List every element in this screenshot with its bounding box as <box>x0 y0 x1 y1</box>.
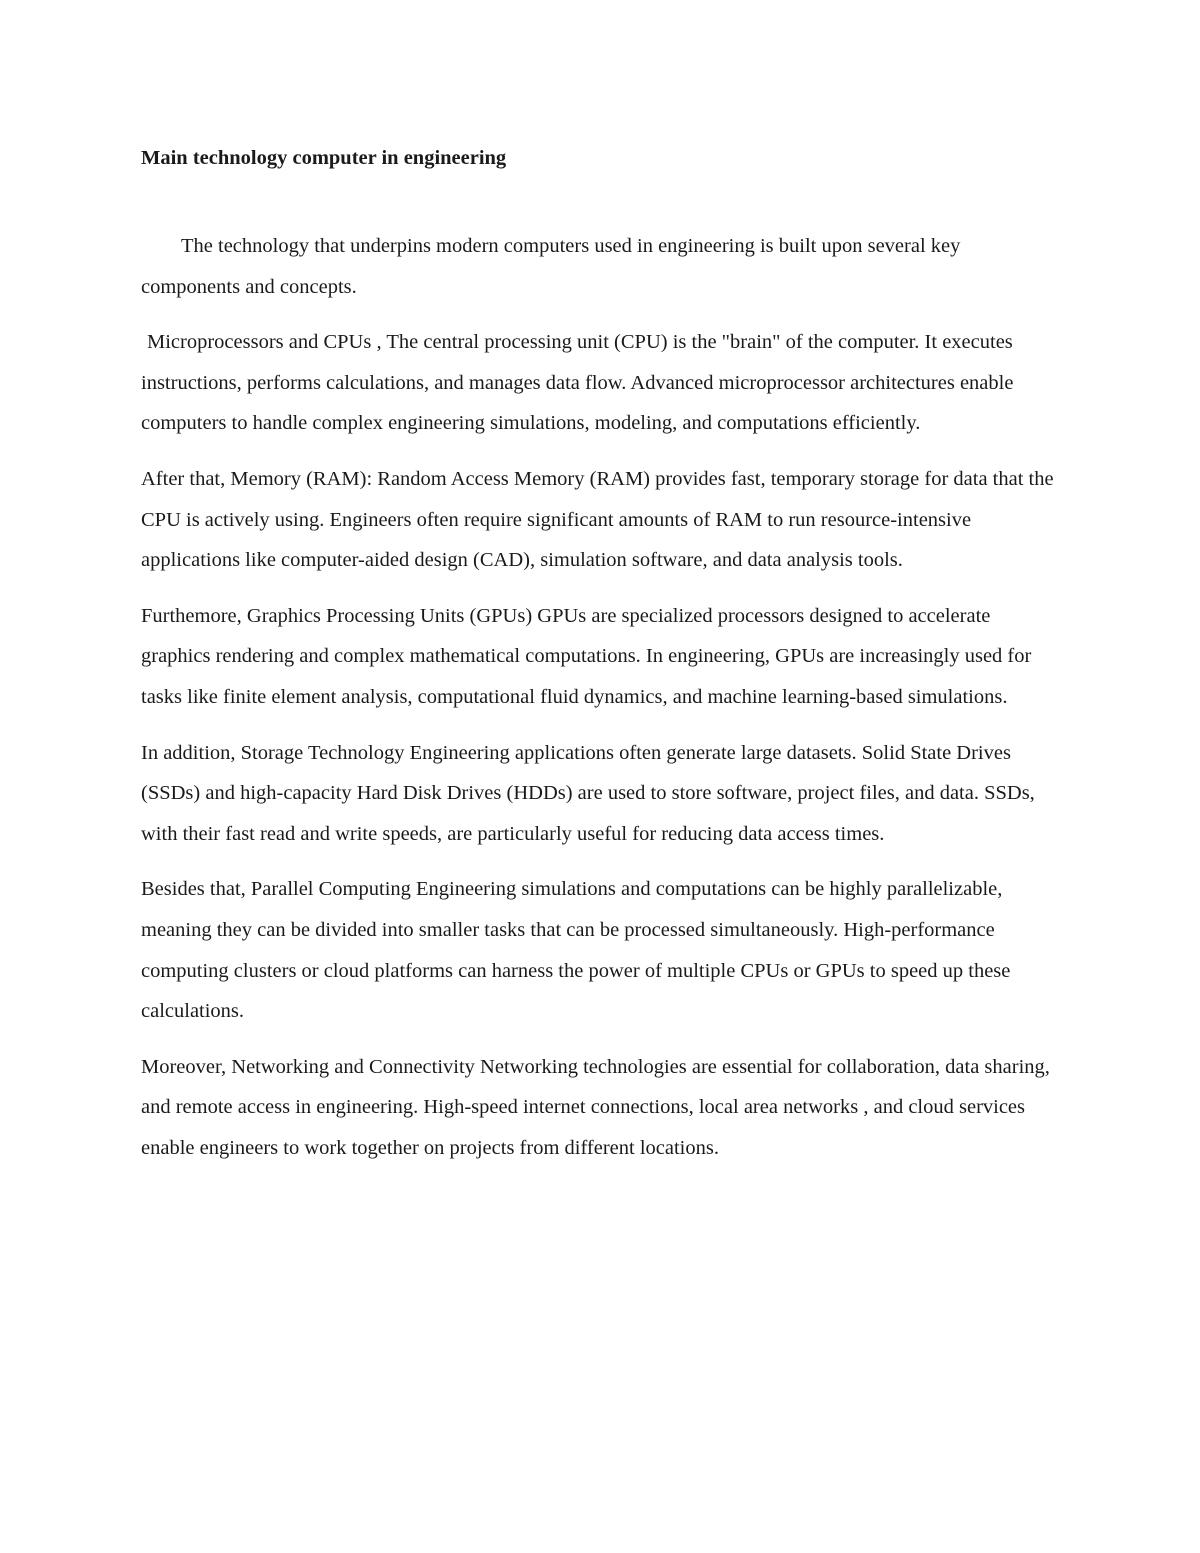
paragraph-parallel-computing: Besides that, Parallel Computing Engineering simulations and computations can be highly parallelizable, meaning they can be divided into smaller tasks that can be processed simultaneously. High-performance computing clusters or cloud platforms can harness the power of multiple CPUs or GPUs to speed up these calculations. <box>141 878 1011 1023</box>
paragraph-storage: In addition, Storage Technology Engineering applications often generate large datasets. Solid State Drives (SSDs) and high-capacity Hard Disk Drives (HDDs) are used to store software, project files, and data. SSDs, with their fast read and write speeds, are particularly useful for reducing data access times. <box>141 741 1035 845</box>
document-title: Main technology computer in engineering <box>141 147 507 169</box>
document-body <box>141 138 1063 1183</box>
paragraph-gpus: Furthemore, Graphics Processing Units (GPUs) GPUs are specialized processors designed to accelerate graphics rendering and complex mathematical computations. In engineering, GPUs are increasingly used for tasks like finite element analysis, computational fluid dynamics, and machine learning-based simulations. <box>141 604 1032 708</box>
paragraph-networking: Moreover, Networking and Connectivity Networking technologies are essential for collaboration, data sharing, and remote access in engineering. High-speed internet connections, local area networks , and cloud services enable engineers to work together on projects from different locations. <box>141 1055 1050 1159</box>
paragraph-memory: After that, Memory (RAM): Random Access Memory (RAM) provides fast, temporary storage for data that the CPU is actively using. Engineers often require significant amounts of RAM to run resource-intensive applications like computer-aided design (CAD), simulation software, and data analysis tools. <box>141 467 1054 572</box>
paragraph-microprocessors: Microprocessors and CPUs , The central processing unit (CPU) is the "brain" of the computer. It executes instructions, performs calculations, and manages data flow. Advanced microprocessor architectures enable computers to handle complex engineering simulations, modeling, and computations efficiently. <box>141 331 1014 435</box>
paragraph-intro: The technology that underpins modern computers used in engineering is built upon several key components and concepts. <box>141 235 961 298</box>
